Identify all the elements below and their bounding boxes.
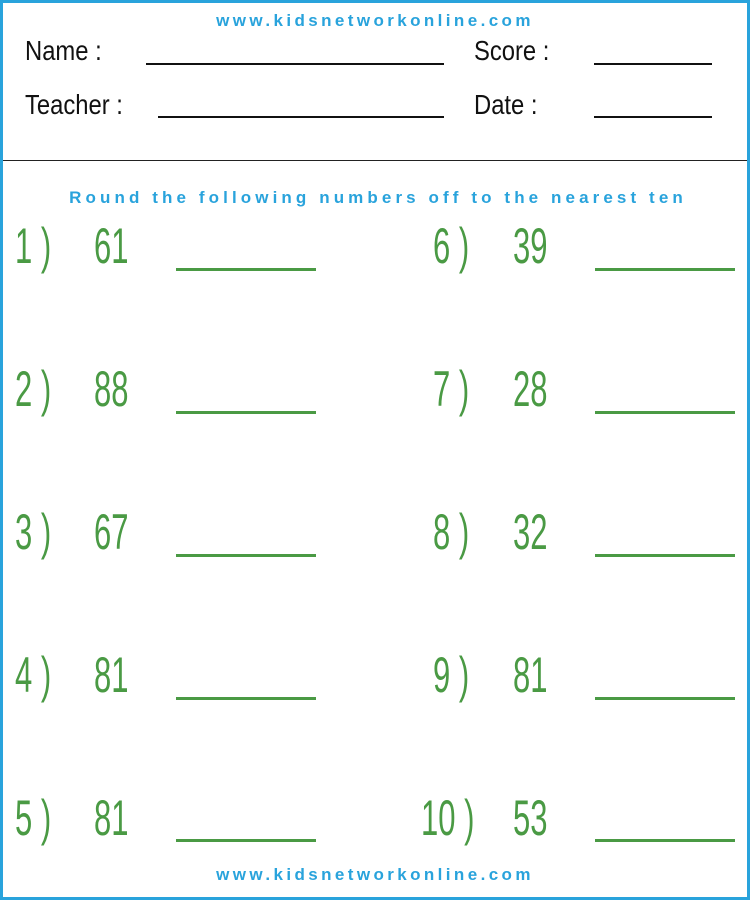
question-8-value: 32: [513, 504, 548, 560]
question-1-answer-line[interactable]: [176, 268, 316, 271]
question-7-answer-line[interactable]: [595, 411, 735, 414]
question-10-number: 10 ): [421, 790, 475, 846]
instructions-text: Round the following numbers off to the nearest ten: [69, 188, 687, 207]
question-1-number: 1 ): [15, 218, 52, 274]
question-9-value: 81: [513, 647, 548, 703]
question-5-number: 5 ): [15, 790, 52, 846]
question-9-answer-line[interactable]: [595, 697, 735, 700]
question-9-number: 9 ): [433, 647, 470, 703]
question-8-answer-line[interactable]: [595, 554, 735, 557]
question-7-value: 28: [513, 361, 548, 417]
question-5-answer-line[interactable]: [176, 839, 316, 842]
question-4-number: 4 ): [15, 647, 52, 703]
teacher-field-line[interactable]: [158, 116, 444, 118]
question-2-value: 88: [94, 361, 129, 417]
question-2-answer-line[interactable]: [176, 411, 316, 414]
site-url-footer[interactable]: www.kidsnetworkonline.com: [216, 865, 534, 884]
question-4-value: 81: [94, 647, 129, 703]
teacher-label: Teacher :: [25, 89, 123, 120]
date-label: Date :: [474, 89, 538, 120]
question-2-number: 2 ): [15, 361, 52, 417]
question-1-value: 61: [94, 218, 129, 274]
site-url-header[interactable]: www.kidsnetworkonline.com: [216, 11, 534, 30]
question-3-value: 67: [94, 504, 129, 560]
question-3-answer-line[interactable]: [176, 554, 316, 557]
question-8-number: 8 ): [433, 504, 470, 560]
question-6-number: 6 ): [433, 218, 470, 274]
question-5-value: 81: [94, 790, 129, 846]
name-field-line[interactable]: [146, 63, 444, 65]
question-4-answer-line[interactable]: [176, 697, 316, 700]
question-6-answer-line[interactable]: [595, 268, 735, 271]
score-field-line[interactable]: [594, 63, 712, 65]
score-label: Score :: [474, 35, 550, 66]
question-10-value: 53: [513, 790, 548, 846]
question-6-value: 39: [513, 218, 548, 274]
question-3-number: 3 ): [15, 504, 52, 560]
name-label: Name :: [25, 35, 102, 66]
header-divider: [3, 160, 747, 161]
date-field-line[interactable]: [594, 116, 712, 118]
question-7-number: 7 ): [433, 361, 470, 417]
question-10-answer-line[interactable]: [595, 839, 735, 842]
